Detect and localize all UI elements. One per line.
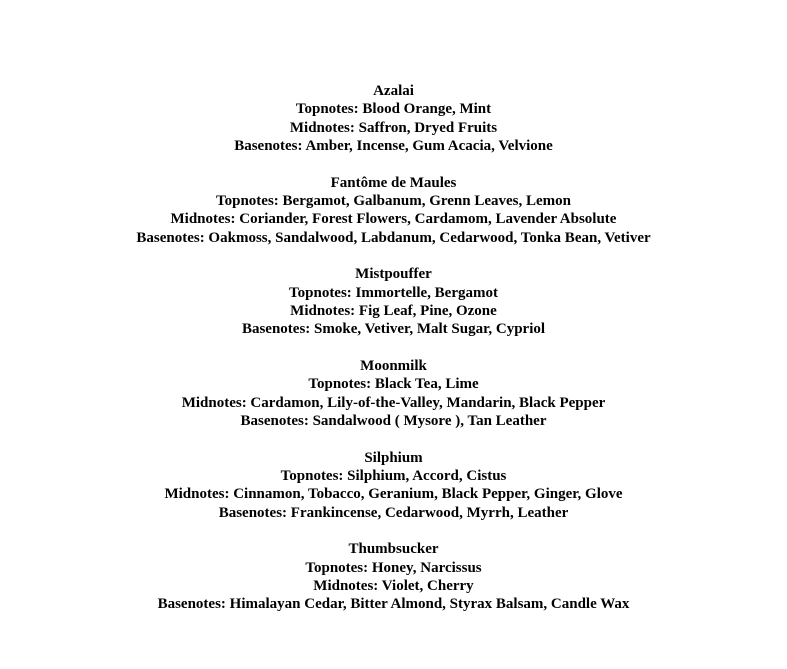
topnotes-line: Topnotes: Honey, Narcissus [305,559,482,576]
fragrance-name: Mistpouffer [355,266,432,283]
fragrance-list [0,82,787,632]
midnotes-line: Midnotes: Cardamon, Lily-of-the-Valley, Mandarin, Black Pepper [181,394,606,411]
fragrance-name: Moonmilk [360,357,427,374]
basenotes-line: Basenotes: Sandalwood ( Mysore ), Tan Leather [240,413,547,430]
fragrance-entry-mistpouffer [0,265,787,339]
midnotes-line: Midnotes: Violet, Cherry [313,577,474,594]
fragrance-entry-silphium [0,449,787,523]
topnotes-line: Topnotes: Bergamot, Galbanum, Grenn Leaves, Lemon [215,193,572,210]
topnotes-line: Topnotes: Silphium, Accord, Cistus [280,467,507,484]
fragrance-name: Azalai [373,83,414,99]
midnotes-line: Midnotes: Saffron, Dryed Fruits [289,119,498,136]
midnotes-line: Midnotes: Coriander, Forest Flowers, Cardamom, Lavender Absolute [170,211,617,228]
basenotes-line: Basenotes: Oakmoss, Sandalwood, Labdanum, Cedarwood, Tonka Bean, Vetiver [136,229,651,246]
fragrance-name: Thumbsucker [348,541,439,558]
basenotes-line: Basenotes: Frankincense, Cedarwood, Myrrh, Leather [218,504,569,521]
fragrance-entry-moonmilk [0,357,787,431]
midnotes-line: Midnotes: Cinnamon, Tobacco, Geranium, Black Pepper, Ginger, Glove [164,486,623,503]
basenotes-line: Basenotes: Amber, Incense, Gum Acacia, Velvione [234,138,553,155]
midnotes-line: Midnotes: Fig Leaf, Pine, Ozone [290,303,497,320]
fragrance-entry-thumbsucker [0,540,787,614]
fragrance-name: Silphium [364,449,423,466]
basenotes-line: Basenotes: Himalayan Cedar, Bitter Almond, Styrax Balsam, Candle Wax [157,596,630,613]
topnotes-line: Topnotes: Immortelle, Bergamot [289,284,498,301]
topnotes-line: Topnotes: Blood Orange, Mint [295,101,492,118]
topnotes-line: Topnotes: Black Tea, Lime [308,376,479,393]
fragrance-entry-azalai [0,82,787,156]
fragrance-entry-fantome-de-maules [0,174,787,248]
basenotes-line: Basenotes: Smoke, Vetiver, Malt Sugar, Cypriol [241,321,546,338]
fragrance-name: Fantôme de Maules [330,174,457,191]
